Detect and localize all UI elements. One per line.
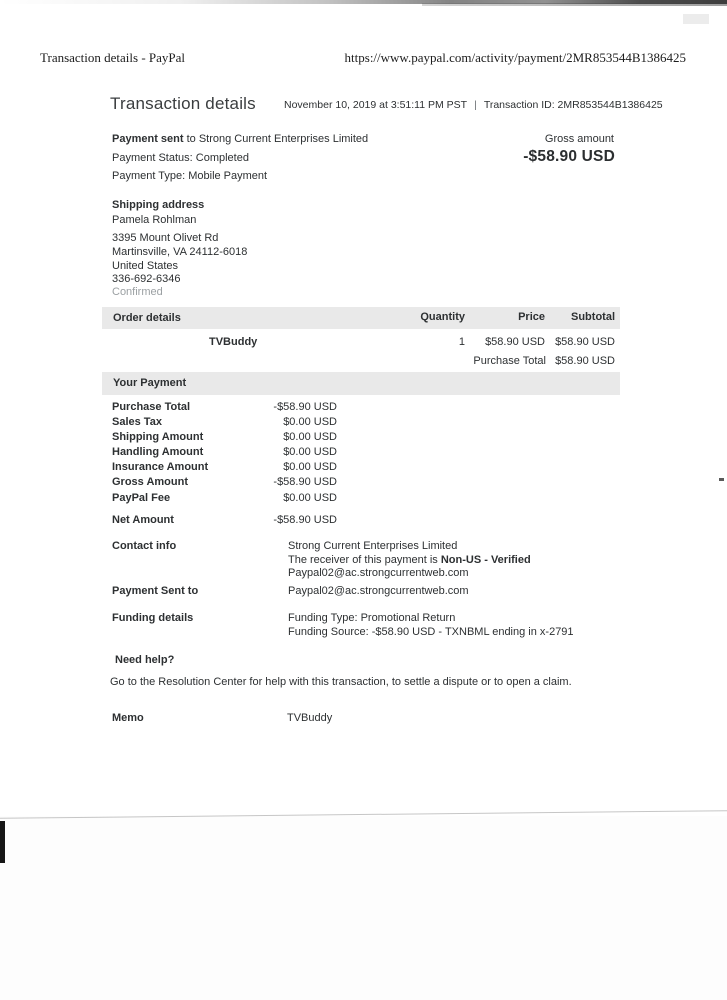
contact-name: Strong Current Enterprises Limited [288, 540, 458, 552]
payment-sent-to-value: Paypal02@ac.strongcurrentweb.com [288, 585, 469, 597]
your-payment-heading: Your Payment [113, 377, 187, 389]
resolution-center-text: Go to the Resolution Center for help with this transaction, to settle a dispute or to open a claim. [110, 676, 572, 688]
memo-label: Memo [112, 712, 144, 724]
scan-lower-page-area [0, 816, 727, 1000]
funding-source: Funding Source: -$58.90 USD - TXNBML ending in x-2791 [288, 626, 574, 638]
payment-row-label: Insurance Amount [112, 461, 209, 474]
payment-row-value: $0.00 USD [283, 431, 337, 444]
payment-breakdown-row [112, 476, 337, 491]
funding-details-label: Funding details [112, 612, 194, 624]
receiver-status-prefix: The receiver of this payment is [288, 554, 441, 566]
contact-info-label: Contact info [112, 540, 177, 552]
receiver-status-value: Non-US - Verified [440, 554, 531, 566]
memo-value: TVBuddy [287, 712, 333, 724]
net-amount-row [112, 514, 337, 526]
payment-breakdown-rows [112, 401, 337, 507]
need-help-heading: Need help? [115, 654, 175, 666]
payment-row-value: $0.00 USD [283, 446, 337, 459]
scan-left-mark-artifact [0, 821, 5, 863]
order-item-quantity: 1 [458, 336, 465, 348]
column-header-price: Price [518, 311, 545, 323]
transaction-meta [284, 99, 663, 111]
print-header-url: https://www.paypal.com/activity/payment/2MR853544B1386425 [344, 50, 686, 65]
shipping-confirmed-status: Confirmed [112, 286, 163, 298]
payment-sent-recipient: to Strong Current Enterprises Limited [183, 133, 369, 145]
shipping-address-heading: Shipping address [112, 199, 205, 211]
payment-breakdown-row [112, 492, 337, 507]
shipping-phone: 336-692-6346 [112, 273, 181, 285]
scan-top-edge-artifact-2 [422, 3, 727, 6]
payment-sent-to-label: Payment Sent to [112, 585, 199, 597]
shipping-street: 3395 Mount Olivet Rd [112, 232, 219, 244]
payment-breakdown-row [112, 461, 337, 476]
order-item-name: TVBuddy [209, 336, 258, 348]
scan-smudge-artifact [683, 14, 709, 24]
gross-amount-value: -$58.90 USD [523, 148, 615, 165]
payment-breakdown-row [112, 431, 337, 446]
payment-status: Payment Status: Completed [112, 152, 249, 164]
payment-row-value: -$58.90 USD [273, 401, 337, 413]
net-amount-label: Net Amount [112, 514, 174, 526]
transaction-id: Transaction ID: 2MR853544B1386425 [483, 99, 663, 111]
funding-type: Funding Type: Promotional Return [288, 612, 456, 624]
purchase-total-label: Purchase Total [473, 355, 546, 367]
payment-row-label: PayPal Fee [112, 491, 171, 504]
payment-row-label: Purchase Total [112, 401, 191, 413]
meta-separator: | [474, 99, 477, 111]
shipping-country: United States [112, 260, 179, 272]
your-payment-header-bar [102, 372, 620, 395]
contact-email: Paypal02@ac.strongcurrentweb.com [288, 567, 469, 579]
payment-row-label: Sales Tax [112, 416, 162, 429]
net-amount-value: -$58.90 USD [273, 514, 337, 526]
transaction-date: November 10, 2019 at 3:51:11 PM PST [284, 99, 468, 111]
receiver-status-line [288, 554, 531, 566]
shipping-name: Pamela Rohlman [112, 214, 197, 226]
payment-breakdown-row [112, 401, 337, 416]
column-header-subtotal: Subtotal [571, 311, 615, 323]
column-header-quantity: Quantity [420, 311, 465, 323]
scan-speck-artifact [719, 478, 724, 481]
payment-row-value: $0.00 USD [283, 416, 337, 429]
gross-amount-label: Gross amount [544, 133, 614, 145]
payment-row-value: -$58.90 USD [273, 476, 337, 489]
payment-type: Payment Type: Mobile Payment [112, 170, 268, 182]
payment-row-label: Shipping Amount [112, 431, 204, 444]
payment-row-label: Handling Amount [112, 446, 204, 459]
payment-sent-line [112, 133, 368, 145]
payment-row-value: $0.00 USD [283, 491, 337, 504]
page-title: Transaction details [110, 94, 256, 113]
payment-breakdown-row [112, 446, 337, 461]
order-item-subtotal: $58.90 USD [555, 336, 615, 348]
order-details-heading: Order details [113, 312, 181, 324]
payment-row-value: $0.00 USD [283, 461, 337, 474]
print-header-title: Transaction details - PayPal [40, 50, 186, 65]
payment-sent-label: Payment sent [112, 133, 184, 145]
order-item-price: $58.90 USD [485, 336, 545, 348]
order-details-header-bar [102, 307, 620, 329]
payment-breakdown-row [112, 416, 337, 431]
shipping-city-state-zip: Martinsville, VA 24112-6018 [112, 246, 248, 258]
payment-row-label: Gross Amount [112, 476, 188, 489]
purchase-total-value: $58.90 USD [555, 355, 615, 367]
